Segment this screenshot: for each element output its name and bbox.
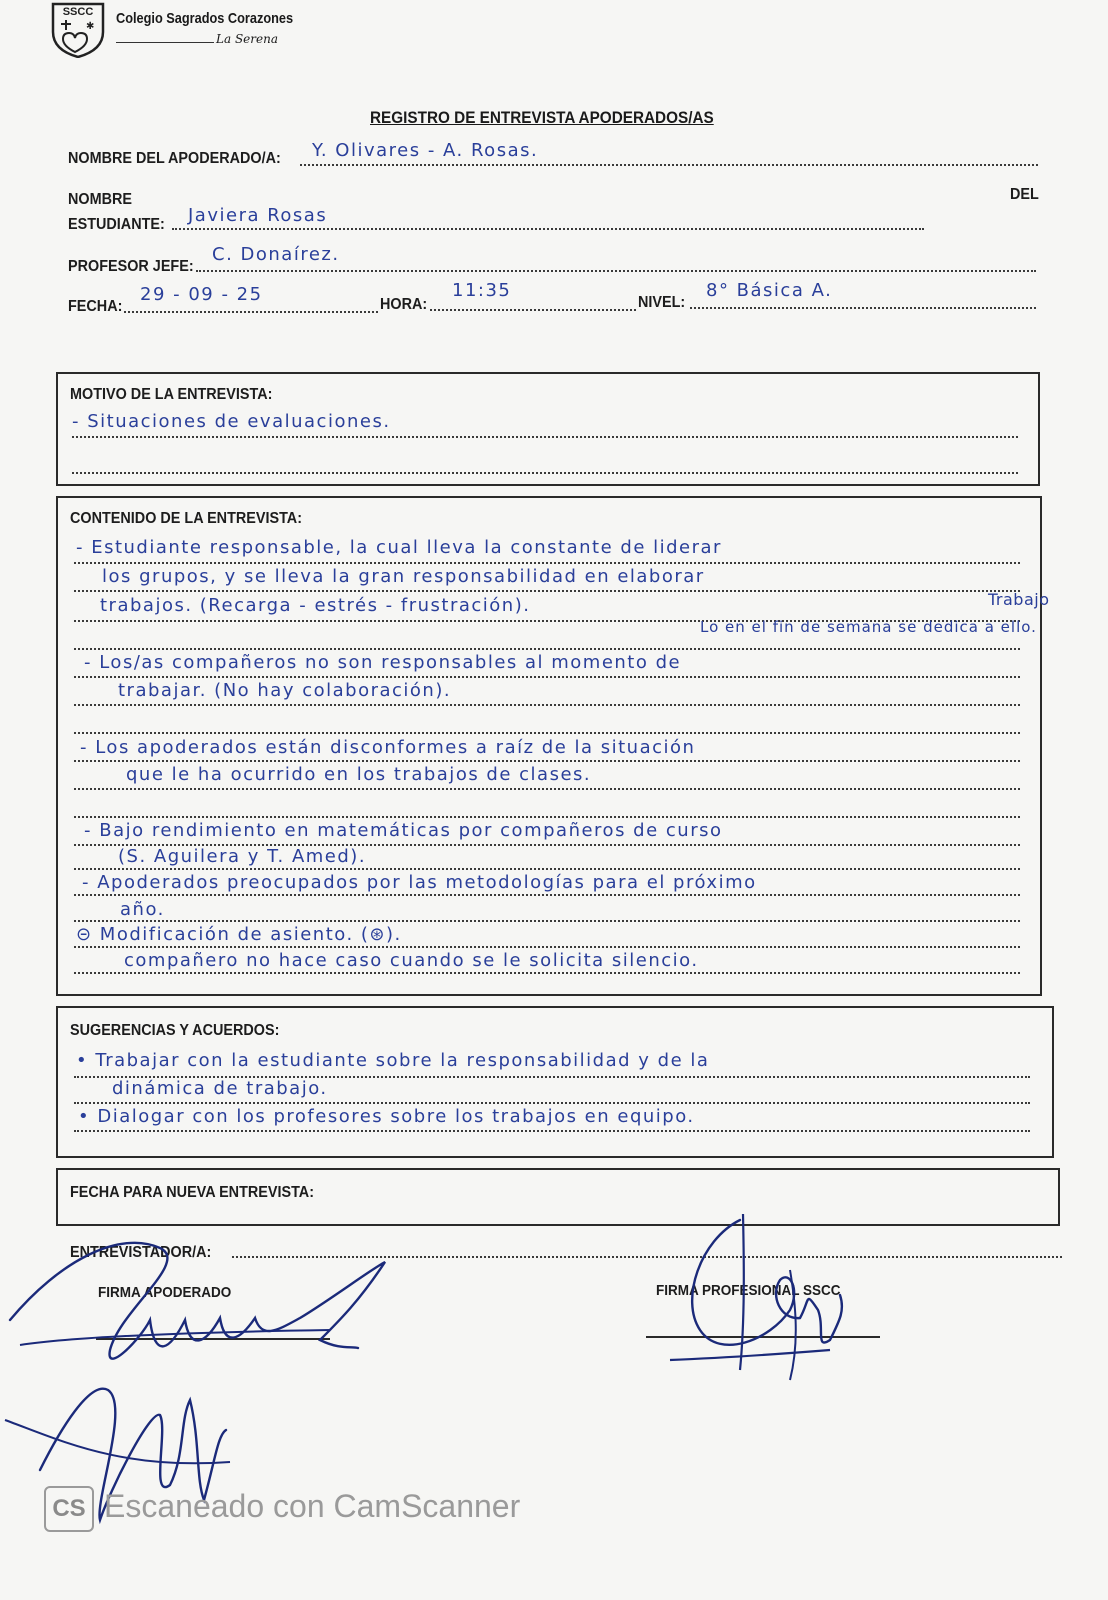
svg-text:✱: ✱ bbox=[86, 21, 95, 32]
contenido-rule bbox=[74, 590, 1020, 592]
firma-apoderado-label: FIRMA APODERADO bbox=[98, 1284, 232, 1301]
contenido-line: trabajos. (Recarga - estrés - frustración). bbox=[100, 595, 531, 616]
teacher-label: PROFESOR JEFE: bbox=[68, 258, 194, 275]
contenido-rule bbox=[74, 972, 1020, 974]
camscanner-badge: CS bbox=[44, 1486, 94, 1532]
contenido-margin-note: Trabajo bbox=[988, 590, 1050, 609]
contenido-rule bbox=[74, 704, 1020, 706]
contenido-line: - Estudiante responsable, la cual lleva la constante de liderar bbox=[76, 537, 722, 558]
level-line bbox=[690, 307, 1036, 309]
school-name: Colegio Sagrados Corazones bbox=[116, 10, 294, 27]
date-label: FECHA: bbox=[68, 298, 123, 315]
contenido-line: trabajar. (No hay colaboración). bbox=[118, 680, 452, 701]
camscanner-watermark: Escaneado con CamScanner bbox=[104, 1488, 521, 1524]
date-value: 29 - 09 - 25 bbox=[140, 284, 263, 305]
time-line bbox=[430, 309, 636, 311]
contenido-line: compañero no hace caso cuando se le solicita silencio. bbox=[124, 950, 699, 971]
nueva-entrevista-label: FECHA PARA NUEVA ENTREVISTA: bbox=[70, 1184, 315, 1201]
contenido-line: los grupos, y se lleva la gran responsabilidad en elaborar bbox=[102, 566, 705, 587]
contenido-line: (S. Aguilera y T. Amed). bbox=[118, 846, 367, 867]
teacher-value: C. Donaírez. bbox=[212, 244, 340, 265]
guardian-line bbox=[300, 164, 1038, 166]
teacher-line bbox=[196, 270, 1036, 272]
student-label-del: DEL bbox=[1010, 186, 1039, 203]
contenido-line: que le ha ocurrido en los trabajos de clases. bbox=[126, 764, 592, 785]
motivo-label: MOTIVO DE LA ENTREVISTA: bbox=[70, 386, 273, 403]
contenido-rule bbox=[74, 894, 1020, 896]
entrevistador-label: ENTREVISTADOR/A: bbox=[70, 1244, 212, 1261]
sugerencias-rule bbox=[74, 1102, 1030, 1104]
school-city: La Serena bbox=[216, 32, 278, 46]
contenido-line: año. bbox=[120, 899, 165, 920]
level-label: NIVEL: bbox=[638, 294, 686, 311]
svg-text:SSCC: SSCC bbox=[62, 6, 94, 18]
contenido-rule bbox=[74, 648, 1020, 650]
motivo-text: - Situaciones de evaluaciones. bbox=[72, 411, 391, 432]
sugerencias-rule bbox=[74, 1130, 1030, 1132]
student-value: Javiera Rosas bbox=[188, 205, 328, 226]
time-label: HORA: bbox=[380, 296, 428, 313]
contenido-rule bbox=[74, 920, 1020, 922]
level-value: 8° Básica A. bbox=[706, 280, 833, 301]
school-logo bbox=[50, 2, 106, 58]
student-label-2: ESTUDIANTE: bbox=[68, 216, 165, 233]
sugerencias-line: • Trabajar con la estudiante sobre la responsabilidad y de la bbox=[76, 1050, 710, 1071]
firma-profesional-label: FIRMA PROFESIONAL SSCC bbox=[656, 1282, 841, 1299]
contenido-rule bbox=[74, 562, 1020, 564]
guardian-label: NOMBRE DEL APODERADO/A: bbox=[68, 150, 281, 167]
contenido-line: - Los apoderados están disconformes a raíz de la situación bbox=[80, 737, 696, 758]
contenido-label: CONTENIDO DE LA ENTREVISTA: bbox=[70, 510, 303, 527]
motivo-line-1 bbox=[72, 436, 1018, 438]
contenido-line: - Bajo rendimiento en matemáticas por compañeros de curso bbox=[84, 820, 723, 841]
student-label-1: NOMBRE bbox=[68, 191, 132, 208]
document-title: REGISTRO DE ENTREVISTA APODERADOS/AS bbox=[370, 108, 714, 127]
contenido-rule bbox=[74, 868, 1020, 870]
date-line bbox=[124, 311, 378, 313]
guardian-value: Y. Olivares - A. Rosas. bbox=[312, 140, 539, 161]
sugerencias-line: dinámica de trabajo. bbox=[112, 1078, 328, 1099]
contenido-rule bbox=[74, 760, 1020, 762]
sugerencias-line: • Dialogar con los profesores sobre los trabajos en equipo. bbox=[78, 1106, 695, 1127]
sugerencias-label: SUGERENCIAS Y ACUERDOS: bbox=[70, 1022, 280, 1039]
contenido-rule bbox=[74, 732, 1020, 734]
contenido-rule bbox=[74, 946, 1020, 948]
contenido-line: Lo en el fin de semana se dedica a ello. bbox=[700, 618, 1037, 636]
contenido-line: - Los/as compañeros no son responsables al momento de bbox=[84, 652, 682, 673]
professional-signature bbox=[640, 1200, 880, 1390]
motivo-line-2 bbox=[72, 472, 1018, 474]
contenido-line: - Apoderados preocupados por las metodologías para el próximo bbox=[82, 872, 757, 893]
contenido-rule bbox=[74, 676, 1020, 678]
school-rule bbox=[116, 42, 214, 43]
contenido-rule bbox=[74, 816, 1020, 818]
time-value: 11:35 bbox=[452, 280, 512, 301]
student-line bbox=[172, 228, 924, 230]
contenido-line: ⊝ Modificación de asiento. (⊛). bbox=[76, 924, 402, 945]
contenido-rule bbox=[74, 788, 1020, 790]
